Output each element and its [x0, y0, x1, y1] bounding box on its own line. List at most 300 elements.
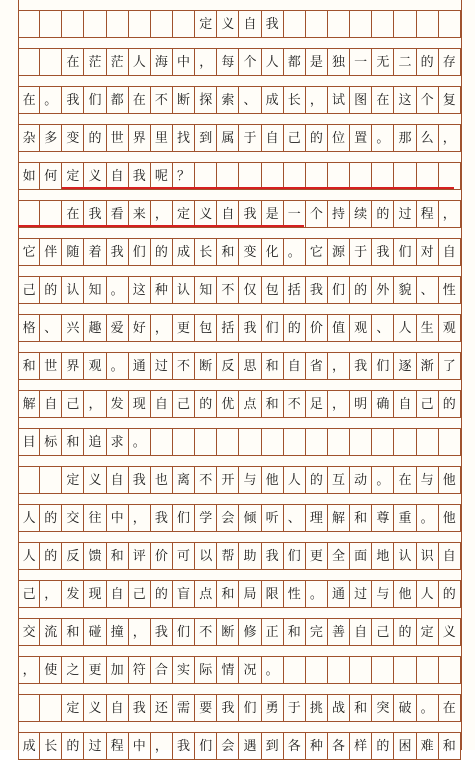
grid-cell: 都 — [107, 86, 129, 114]
grid-cell: ， — [84, 390, 106, 418]
grid-cell: 如 — [18, 162, 40, 190]
grid-cell: 们 — [84, 86, 106, 114]
grid-cell: 人 — [284, 466, 306, 494]
grid-cell: ， — [439, 124, 461, 152]
text-row — [18, 694, 461, 722]
grid-cell: 在 — [129, 86, 151, 114]
grid-cell: 点 — [239, 390, 261, 418]
grid-cell: 通 — [129, 352, 151, 380]
grid-cell: 在 — [394, 466, 416, 494]
grid-cell: 观 — [84, 352, 106, 380]
grid-cell: 的 — [372, 732, 394, 760]
grid-cell: 标 — [40, 428, 62, 456]
grid-cell: 识 — [417, 542, 439, 570]
grid-cell — [350, 656, 372, 684]
grid-cell: 的 — [62, 732, 84, 760]
grid-cell: 、 — [372, 314, 394, 342]
grid-cell: 反 — [217, 352, 239, 380]
grid-cell: ， — [151, 732, 173, 760]
grid-cell: 况 — [239, 656, 261, 684]
grid-cell — [195, 428, 217, 456]
grid-cell: 重 — [394, 504, 416, 532]
grid-cell: 对 — [417, 238, 439, 266]
highlight-underline — [62, 187, 454, 189]
grid-cell: 和 — [62, 618, 84, 646]
right-margin-line — [461, 0, 462, 750]
grid-cell: 流 — [40, 618, 62, 646]
grid-cell — [350, 428, 372, 456]
grid-cell: 我 — [151, 504, 173, 532]
grid-cell — [173, 10, 195, 38]
grid-cell: 我 — [372, 238, 394, 266]
grid-cell: 合 — [151, 656, 173, 684]
grid-cell: ， — [40, 580, 62, 608]
grid-cell: 和 — [107, 542, 129, 570]
grid-cell: 们 — [394, 238, 416, 266]
grid-cell: 的 — [306, 124, 328, 152]
grid-cell: 们 — [284, 542, 306, 570]
grid-cell: 互 — [328, 466, 350, 494]
grid-cell: 我 — [217, 694, 239, 722]
grid-cell: 于 — [350, 238, 372, 266]
text-row — [18, 352, 461, 380]
grid-cell — [284, 428, 306, 456]
grid-cell: 值 — [328, 314, 350, 342]
grid-cell: 反 — [62, 542, 84, 570]
grid-cell: 还 — [151, 694, 173, 722]
grid-cell: 茫 — [84, 48, 106, 76]
grid-cell: 过 — [350, 580, 372, 608]
grid-cell: 定 — [417, 618, 439, 646]
grid-cell: 的 — [306, 466, 328, 494]
grid-cell: 性 — [284, 580, 306, 608]
grid-cell: 断 — [173, 86, 195, 114]
grid-cell: 尊 — [372, 504, 394, 532]
grid-cell: 试 — [328, 86, 350, 114]
grid-cell: 属 — [217, 124, 239, 152]
grid-cell: 义 — [195, 200, 217, 228]
grid-cell: 义 — [84, 694, 106, 722]
grid-cell: 种 — [151, 276, 173, 304]
grid-cell — [40, 466, 62, 494]
grid-cell: 以 — [195, 542, 217, 570]
grid-cell — [40, 200, 62, 228]
grid-cell: 好 — [129, 314, 151, 342]
grid-cell: ， — [129, 504, 151, 532]
grid-cell: 自 — [40, 390, 62, 418]
grid-cell: 的 — [151, 580, 173, 608]
grid-cell: 我 — [151, 618, 173, 646]
grid-cell: 到 — [262, 732, 284, 760]
grid-cell: 人 — [18, 504, 40, 532]
grid-cell: 善 — [328, 618, 350, 646]
grid-cell: 和 — [350, 504, 372, 532]
grid-cell: 渐 — [417, 352, 439, 380]
grid-cell: 呢 — [151, 162, 173, 190]
grid-cell: 交 — [18, 618, 40, 646]
grid-cell: 目 — [18, 428, 40, 456]
grid-cell: 符 — [129, 656, 151, 684]
grid-cell: 更 — [84, 656, 106, 684]
grid-cell: 义 — [84, 466, 106, 494]
grid-cell: 性 — [439, 276, 461, 304]
grid-cell — [394, 162, 416, 190]
grid-cell: 解 — [328, 504, 350, 532]
grid-cell: 爱 — [107, 314, 129, 342]
grid-cell: 发 — [62, 580, 84, 608]
grid-cell: 自 — [107, 162, 129, 190]
grid-cell: 与 — [417, 466, 439, 494]
grid-cell: 交 — [62, 504, 84, 532]
grid-cell: 明 — [350, 390, 372, 418]
grid-cell: 随 — [62, 238, 84, 266]
grid-cell: 定 — [62, 694, 84, 722]
grid-cell: 界 — [129, 124, 151, 152]
grid-cell: 现 — [129, 390, 151, 418]
grid-cell: 各 — [328, 732, 350, 760]
grid-cell: 置 — [350, 124, 372, 152]
grid-cell: 、 — [417, 276, 439, 304]
grid-cell — [40, 10, 62, 38]
grid-cell: 自 — [284, 352, 306, 380]
grid-cell — [306, 656, 328, 684]
grid-cell: 和 — [350, 694, 372, 722]
grid-cell: 观 — [439, 314, 461, 342]
grid-cell: 价 — [151, 542, 173, 570]
text-row — [18, 124, 461, 152]
grid-cell: 自 — [107, 694, 129, 722]
grid-cell: 馈 — [84, 542, 106, 570]
grid-cell: 程 — [107, 732, 129, 760]
grid-cell: 无 — [372, 48, 394, 76]
grid-cell — [328, 656, 350, 684]
grid-cell: 解 — [18, 390, 40, 418]
grid-cell: 学 — [195, 504, 217, 532]
grid-cell — [18, 200, 40, 228]
grid-cell: 成 — [18, 732, 40, 760]
grid-cell: 持 — [328, 200, 350, 228]
grid-cell: 观 — [350, 314, 372, 342]
grid-cell: 逐 — [394, 352, 416, 380]
grid-cell: 是 — [306, 48, 328, 76]
grid-cell: 往 — [84, 504, 106, 532]
text-row — [18, 238, 461, 266]
grid-cell: 独 — [328, 48, 350, 76]
grid-cell — [18, 694, 40, 722]
grid-cell: 确 — [372, 390, 394, 418]
grid-cell: 于 — [284, 694, 306, 722]
grid-cell: 。 — [40, 86, 62, 114]
grid-cell: 自 — [239, 10, 261, 38]
grid-cell — [262, 162, 284, 190]
grid-cell: 离 — [173, 466, 195, 494]
grid-cell: 们 — [173, 504, 195, 532]
grid-cell: 括 — [217, 314, 239, 342]
grid-cell: 定 — [62, 162, 84, 190]
grid-cell: 点 — [195, 580, 217, 608]
grid-cell: 和 — [284, 618, 306, 646]
grid-cell: 局 — [239, 580, 261, 608]
text-row — [18, 618, 461, 646]
grid-cell: 足 — [306, 390, 328, 418]
grid-cell — [18, 48, 40, 76]
grid-cell: 存 — [439, 48, 461, 76]
grid-cell: 通 — [328, 580, 350, 608]
grid-cell: 那 — [394, 124, 416, 152]
grid-cell: 破 — [394, 694, 416, 722]
grid-cell: 一 — [350, 48, 372, 76]
grid-cell: 自 — [439, 542, 461, 570]
grid-cell — [239, 162, 261, 190]
grid-cell: 我 — [62, 86, 84, 114]
grid-cell: 了 — [439, 352, 461, 380]
grid-cell: 看 — [107, 200, 129, 228]
text-row — [18, 428, 461, 456]
grid-cell: 义 — [84, 162, 106, 190]
grid-cell: 每 — [217, 48, 239, 76]
grid-cell: 不 — [151, 86, 173, 114]
grid-cell: 包 — [195, 314, 217, 342]
grid-cell: 完 — [306, 618, 328, 646]
text-row — [18, 314, 461, 342]
grid-cell — [306, 428, 328, 456]
grid-cell: 着 — [84, 238, 106, 266]
grid-cell: 的 — [195, 390, 217, 418]
grid-cell: 来 — [129, 200, 151, 228]
grid-cell: 在 — [62, 200, 84, 228]
grid-cell: 它 — [306, 238, 328, 266]
grid-cell: 探 — [195, 86, 217, 114]
grid-cell: 己 — [62, 390, 84, 418]
grid-cell: 过 — [84, 732, 106, 760]
grid-cell: 一 — [284, 200, 306, 228]
grid-cell: 战 — [328, 694, 350, 722]
grid-cell: 外 — [372, 276, 394, 304]
grid-cell: 知 — [84, 276, 106, 304]
grid-cell: 使 — [40, 656, 62, 684]
grid-cell: 我 — [129, 694, 151, 722]
text-row — [18, 200, 461, 228]
grid-cell: 与 — [372, 580, 394, 608]
grid-cell: 么 — [417, 124, 439, 152]
grid-cell: 自 — [262, 124, 284, 152]
grid-cell: 撞 — [107, 618, 129, 646]
grid-cell: 自 — [217, 200, 239, 228]
grid-cell — [350, 10, 372, 38]
grid-cell: 和 — [262, 352, 284, 380]
grid-cell: 地 — [372, 542, 394, 570]
grid-cell: 认 — [62, 276, 84, 304]
grid-cell: 加 — [107, 656, 129, 684]
grid-cell: 个 — [239, 48, 261, 76]
grid-cell: 。 — [417, 694, 439, 722]
grid-cell: 包 — [262, 276, 284, 304]
grid-cell: 的 — [151, 238, 173, 266]
grid-cell: 价 — [306, 314, 328, 342]
grid-cell — [372, 10, 394, 38]
grid-cell — [62, 10, 84, 38]
grid-cell — [173, 428, 195, 456]
grid-cell: 他 — [262, 466, 284, 494]
grid-cell: 和 — [217, 238, 239, 266]
grid-cell — [40, 694, 62, 722]
grid-cell: 在 — [18, 86, 40, 114]
text-row — [18, 276, 461, 304]
grid-cell — [372, 656, 394, 684]
grid-cell: 程 — [417, 200, 439, 228]
grid-cell — [372, 162, 394, 190]
grid-cell: 会 — [217, 732, 239, 760]
grid-cell: ， — [328, 390, 350, 418]
grid-cell: 们 — [372, 352, 394, 380]
grid-cell — [439, 428, 461, 456]
grid-cell: 发 — [107, 390, 129, 418]
grid-cell: 开 — [217, 466, 239, 494]
grid-cell: 里 — [151, 124, 173, 152]
grid-cell: 不 — [195, 618, 217, 646]
grid-cell — [18, 10, 40, 38]
grid-cell: 位 — [328, 124, 350, 152]
grid-cell: 需 — [173, 694, 195, 722]
grid-cell: 义 — [439, 618, 461, 646]
grid-cell: 断 — [195, 352, 217, 380]
grid-cell: 与 — [239, 466, 261, 494]
grid-cell — [417, 10, 439, 38]
grid-cell — [394, 10, 416, 38]
grid-cell: 我 — [239, 200, 261, 228]
grid-cell: 个 — [417, 86, 439, 114]
grid-cell: 不 — [284, 390, 306, 418]
grid-cell: 和 — [439, 732, 461, 760]
grid-cell: 我 — [129, 162, 151, 190]
text-row — [18, 504, 461, 532]
grid-cell — [328, 162, 350, 190]
grid-cell: 中 — [173, 48, 195, 76]
grid-cell: 世 — [40, 352, 62, 380]
grid-cell: 知 — [195, 276, 217, 304]
grid-cell: 自 — [394, 390, 416, 418]
grid-cell: 省 — [306, 352, 328, 380]
grid-cell: 变 — [239, 238, 261, 266]
grid-cell: 认 — [394, 542, 416, 570]
grid-cell: 可 — [173, 542, 195, 570]
grid-cell: 变 — [62, 124, 84, 152]
text-row — [18, 162, 461, 190]
grid-cell: 生 — [417, 314, 439, 342]
grid-cell: 海 — [151, 48, 173, 76]
grid-cell: 和 — [217, 580, 239, 608]
grid-cell: 断 — [217, 618, 239, 646]
text-row — [18, 542, 461, 570]
grid-cell — [217, 162, 239, 190]
grid-cell: 人 — [129, 48, 151, 76]
grid-cell: 这 — [129, 276, 151, 304]
grid-cell: 索 — [217, 86, 239, 114]
grid-cell — [107, 10, 129, 38]
grid-cell: 之 — [62, 656, 84, 684]
grid-cell: 找 — [173, 124, 195, 152]
grid-cell — [306, 162, 328, 190]
grid-cell: 挑 — [306, 694, 328, 722]
grid-cell: 求 — [107, 428, 129, 456]
grid-cell: 自 — [151, 390, 173, 418]
grid-cell: 样 — [350, 732, 372, 760]
grid-cell: 我 — [173, 732, 195, 760]
grid-cell: 面 — [350, 542, 372, 570]
grid-cell: 倾 — [239, 504, 261, 532]
grid-cell: 修 — [239, 618, 261, 646]
grid-cell: 格 — [18, 314, 40, 342]
grid-cell: 不 — [173, 352, 195, 380]
grid-cell: 的 — [439, 390, 461, 418]
grid-cell: ， — [195, 48, 217, 76]
grid-cell: 趣 — [84, 314, 106, 342]
grid-cell: 帮 — [217, 542, 239, 570]
grid-cell: 不 — [217, 276, 239, 304]
grid-cell: 我 — [107, 238, 129, 266]
grid-cell: 己 — [173, 390, 195, 418]
grid-cell: ， — [328, 352, 350, 380]
grid-cell: ， — [151, 314, 173, 342]
grid-cell: 续 — [350, 200, 372, 228]
grid-cell: 己 — [18, 580, 40, 608]
grid-cell: 种 — [306, 732, 328, 760]
grid-cell — [439, 10, 461, 38]
text-row — [18, 580, 461, 608]
grid-cell: 和 — [262, 390, 284, 418]
grid-cell — [151, 428, 173, 456]
grid-cell: ？ — [173, 162, 195, 190]
text-row — [18, 390, 461, 418]
grid-cell — [417, 162, 439, 190]
grid-cell: 的 — [40, 504, 62, 532]
title-row — [18, 10, 461, 38]
grid-cell: 仅 — [239, 276, 261, 304]
grid-cell: 定 — [62, 466, 84, 494]
grid-cell: 的 — [350, 276, 372, 304]
grid-cell: 过 — [394, 200, 416, 228]
grid-cell: ， — [439, 200, 461, 228]
grid-cell: 在 — [372, 86, 394, 114]
grid-cell: 不 — [195, 466, 217, 494]
grid-cell: 貌 — [394, 276, 416, 304]
grid-cell: 的 — [417, 48, 439, 76]
grid-cell: ， — [129, 618, 151, 646]
grid-cell: 们 — [262, 314, 284, 342]
grid-cell: 的 — [40, 276, 62, 304]
text-row — [18, 466, 461, 494]
grid-cell: 化 — [262, 238, 284, 266]
highlight-underline — [18, 225, 304, 227]
grid-cell — [40, 48, 62, 76]
grid-cell: 我 — [350, 352, 372, 380]
text-row — [18, 86, 461, 114]
grid-cell: 定 — [195, 10, 217, 38]
grid-cell — [439, 656, 461, 684]
grid-cell: 思 — [239, 352, 261, 380]
grid-cell: ， — [18, 656, 40, 684]
grid-cell — [350, 162, 372, 190]
grid-cell: 动 — [350, 466, 372, 494]
grid-cell: 要 — [195, 694, 217, 722]
grid-cell: 困 — [394, 732, 416, 760]
grid-cell — [239, 428, 261, 456]
grid-cell: 己 — [129, 580, 151, 608]
grid-cell: 我 — [306, 276, 328, 304]
grid-cell: 长 — [40, 732, 62, 760]
grid-cell: 、 — [239, 86, 261, 114]
grid-cell: 正 — [262, 618, 284, 646]
